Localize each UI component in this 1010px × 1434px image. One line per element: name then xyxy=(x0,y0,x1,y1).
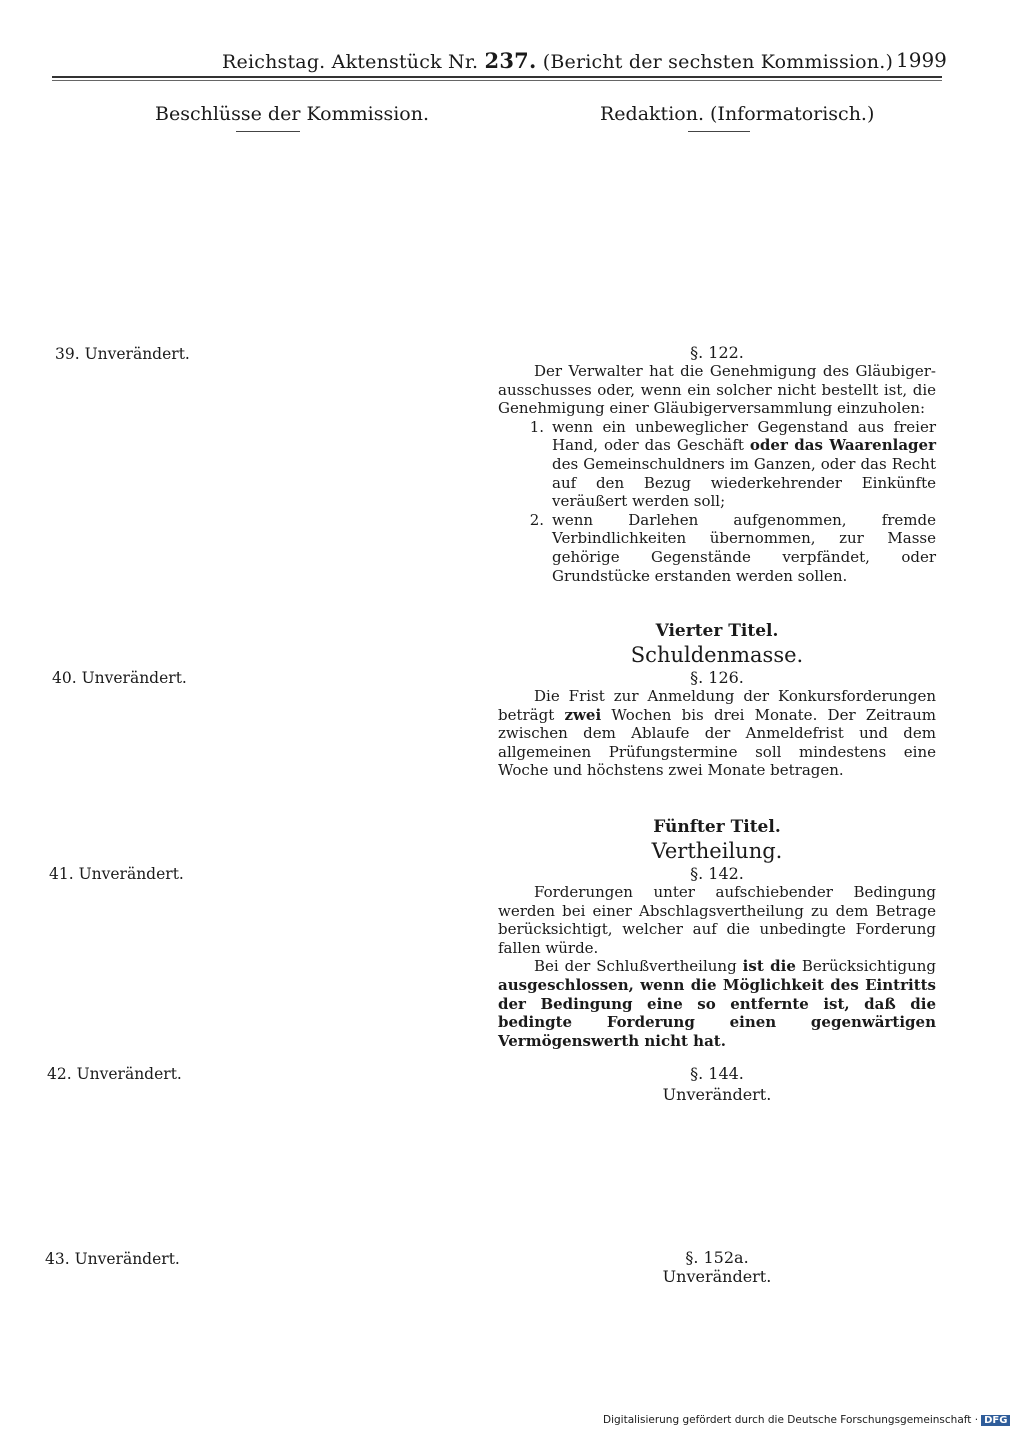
section-152a-heading: §. 152a. xyxy=(685,1248,749,1267)
running-title xyxy=(222,48,893,73)
section-144-text: Unverändert. xyxy=(662,1085,772,1104)
running-title-text: Reichstag. Aktenstück Nr. xyxy=(222,51,485,73)
item-1-text-b: des Gemeinschuldners im Ganzen, oder das Recht auf den Bezug wiederkehrender Einkünfte veräußert werden soll; xyxy=(552,454,936,511)
page-number: 1999 xyxy=(896,48,947,72)
document-number: 237. xyxy=(484,48,537,73)
section-152a-text: Unverändert. xyxy=(662,1267,772,1286)
running-title-suffix: (Bericht der sechsten Kommission.) xyxy=(536,51,894,73)
section-142-body xyxy=(498,883,936,1050)
title-five-subtitle: Vertheilung. xyxy=(651,839,783,863)
section-126-text-b: Wochen bis drei Monate. Der Zeitraum zwischen dem Ablaufe der Anmeldefrist und dem allgemeinen Prüfungstermine soll mindestens eine Woche und höchstens zwei Monate betragen. xyxy=(498,705,936,780)
section-144-heading: §. 144. xyxy=(690,1064,744,1083)
section-122-body xyxy=(498,362,936,585)
para-2-text-c: Berücksichtigung xyxy=(795,957,936,976)
section-126-heading: §. 126. xyxy=(690,668,744,687)
section-142-heading: §. 142. xyxy=(690,864,744,883)
footer-text: Digitalisierung gefördert durch die Deutsche Forschungsgemeinschaft xyxy=(603,1414,972,1426)
left-column-heading: Beschlüsse der Kommission. xyxy=(155,103,429,125)
para-2-text-a: Bei der Schlußvertheilung xyxy=(534,957,743,976)
item-1-text-a: wenn ein unbeweglicher Gegenstand aus freier Hand, oder das Geschäft xyxy=(552,417,936,455)
section-122-item-1 xyxy=(498,418,936,511)
section-126-amendment: zwei xyxy=(564,705,602,724)
item-2-number: 2. xyxy=(529,510,544,529)
para-2-amendment-b: ausgeschlossen, wenn die Möglichkeit des Eintritts der Bedingung eine so entfernte ist, daß die bedingte Forderung einen gegenwärtigen Vermögenswerth nicht hat. xyxy=(498,975,936,1050)
section-122-item-2 xyxy=(498,511,936,585)
para-2-amendment-a: ist die xyxy=(742,957,796,976)
title-four: Vierter Titel. xyxy=(655,621,779,641)
item-2-text: wenn Darlehen aufgenommen, fremde Verbindlichkeiten übernommen, zur Masse gehörige Gegenstände verpfändet, oder Grundstücke erstanden werden sollen. xyxy=(552,510,936,585)
left-heading-rule xyxy=(236,131,300,132)
left-item-39: 39. Unverändert. xyxy=(55,345,190,363)
title-four-subtitle: Schuldenmasse. xyxy=(630,643,804,667)
left-item-43: 43. Unverändert. xyxy=(45,1250,180,1268)
section-126-text-a: Die Frist zur Anmeldung der Konkursforderungen beträgt xyxy=(498,687,936,724)
right-heading-rule xyxy=(688,131,750,132)
section-122-intro: Der Verwalter hat die Genehmigung des Gläubiger-ausschusses oder, wenn ein solcher nicht bestellt ist, die Genehmigung einer Gläubigerversammlung einzuholen: xyxy=(498,362,936,418)
left-item-40: 40. Unverändert. xyxy=(52,669,187,687)
right-column-heading: Redaktion. (Informatorisch.) xyxy=(600,103,875,125)
header-rule-thin xyxy=(52,80,942,81)
header-rule xyxy=(52,76,942,78)
title-five: Fünfter Titel. xyxy=(653,817,781,837)
item-1-amendment: oder das Waarenlager xyxy=(749,436,936,455)
running-header xyxy=(0,44,1000,84)
funding-footer: Digitalisierung gefördert durch die Deutsche Forschungsgemeinschaft · DFG xyxy=(603,1414,1010,1426)
item-1-number: 1. xyxy=(529,417,544,436)
left-item-41: 41. Unverändert. xyxy=(49,865,184,883)
dfg-logo: DFG xyxy=(981,1415,1010,1426)
section-126-body xyxy=(498,687,936,780)
section-142-para-2 xyxy=(498,957,936,1050)
section-142-para-1: Forderungen unter aufschiebender Bedingung werden bei einer Abschlagsvertheilung zu dem Betrage berücksichtigt, welcher auf die unbedingte Forderung fallen würde. xyxy=(498,883,936,957)
section-122-heading: §. 122. xyxy=(690,343,744,362)
left-item-42: 42. Unverändert. xyxy=(47,1065,182,1083)
